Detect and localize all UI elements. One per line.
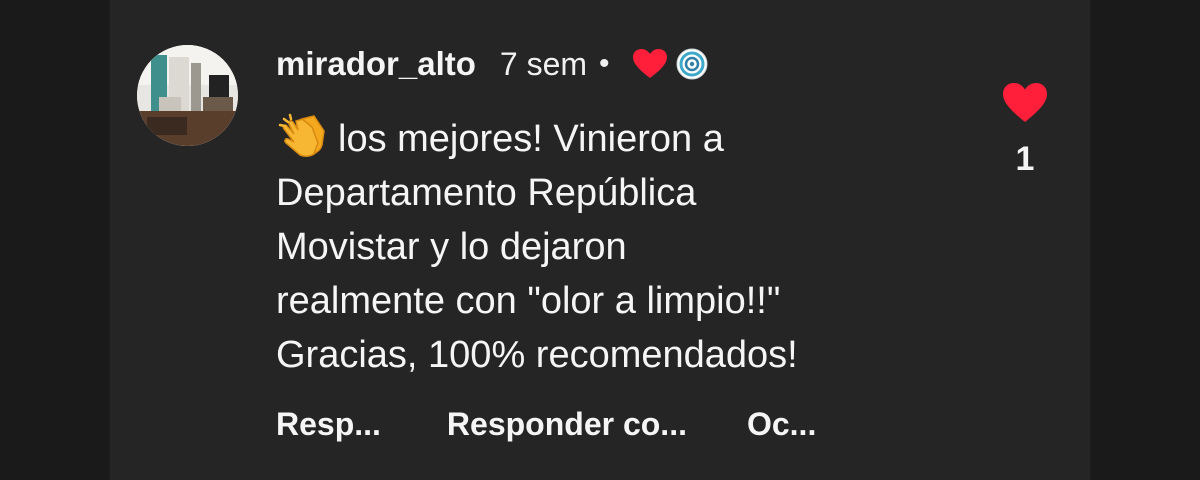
clapping-hands-icon <box>276 113 328 159</box>
comment-time: 7 sem <box>499 45 588 82</box>
comment-text-line-3: Movistar y lo dejaron <box>276 226 627 268</box>
author-avatar-icon <box>676 48 708 80</box>
username-link[interactable]: mirador_alto <box>276 45 476 82</box>
reply-button[interactable]: Resp... <box>276 405 381 442</box>
comment-text-line-2: Departamento República <box>276 172 697 214</box>
comment-actions <box>276 400 816 448</box>
header-separator: • <box>599 47 610 80</box>
avatar-room-photo <box>137 45 238 146</box>
comment-line <box>276 112 956 166</box>
comment-text-line-4: realmente con "olor a limpio!!" <box>276 280 781 322</box>
comment-text <box>276 112 956 382</box>
like-button[interactable] <box>1002 82 1048 124</box>
heart-icon <box>1002 82 1048 124</box>
hide-button[interactable]: Oc... <box>746 405 817 442</box>
heart-icon <box>632 48 668 80</box>
avatar[interactable] <box>137 45 238 146</box>
comment-header <box>276 40 708 88</box>
reply-with-button[interactable]: Responder co... <box>446 405 687 442</box>
comment-text-line-5: Gracias, 100% recomendados! <box>276 334 798 376</box>
like-count: 1 <box>1015 140 1035 178</box>
comment-text-line-1: los mejores! Vinieron a <box>338 118 724 160</box>
